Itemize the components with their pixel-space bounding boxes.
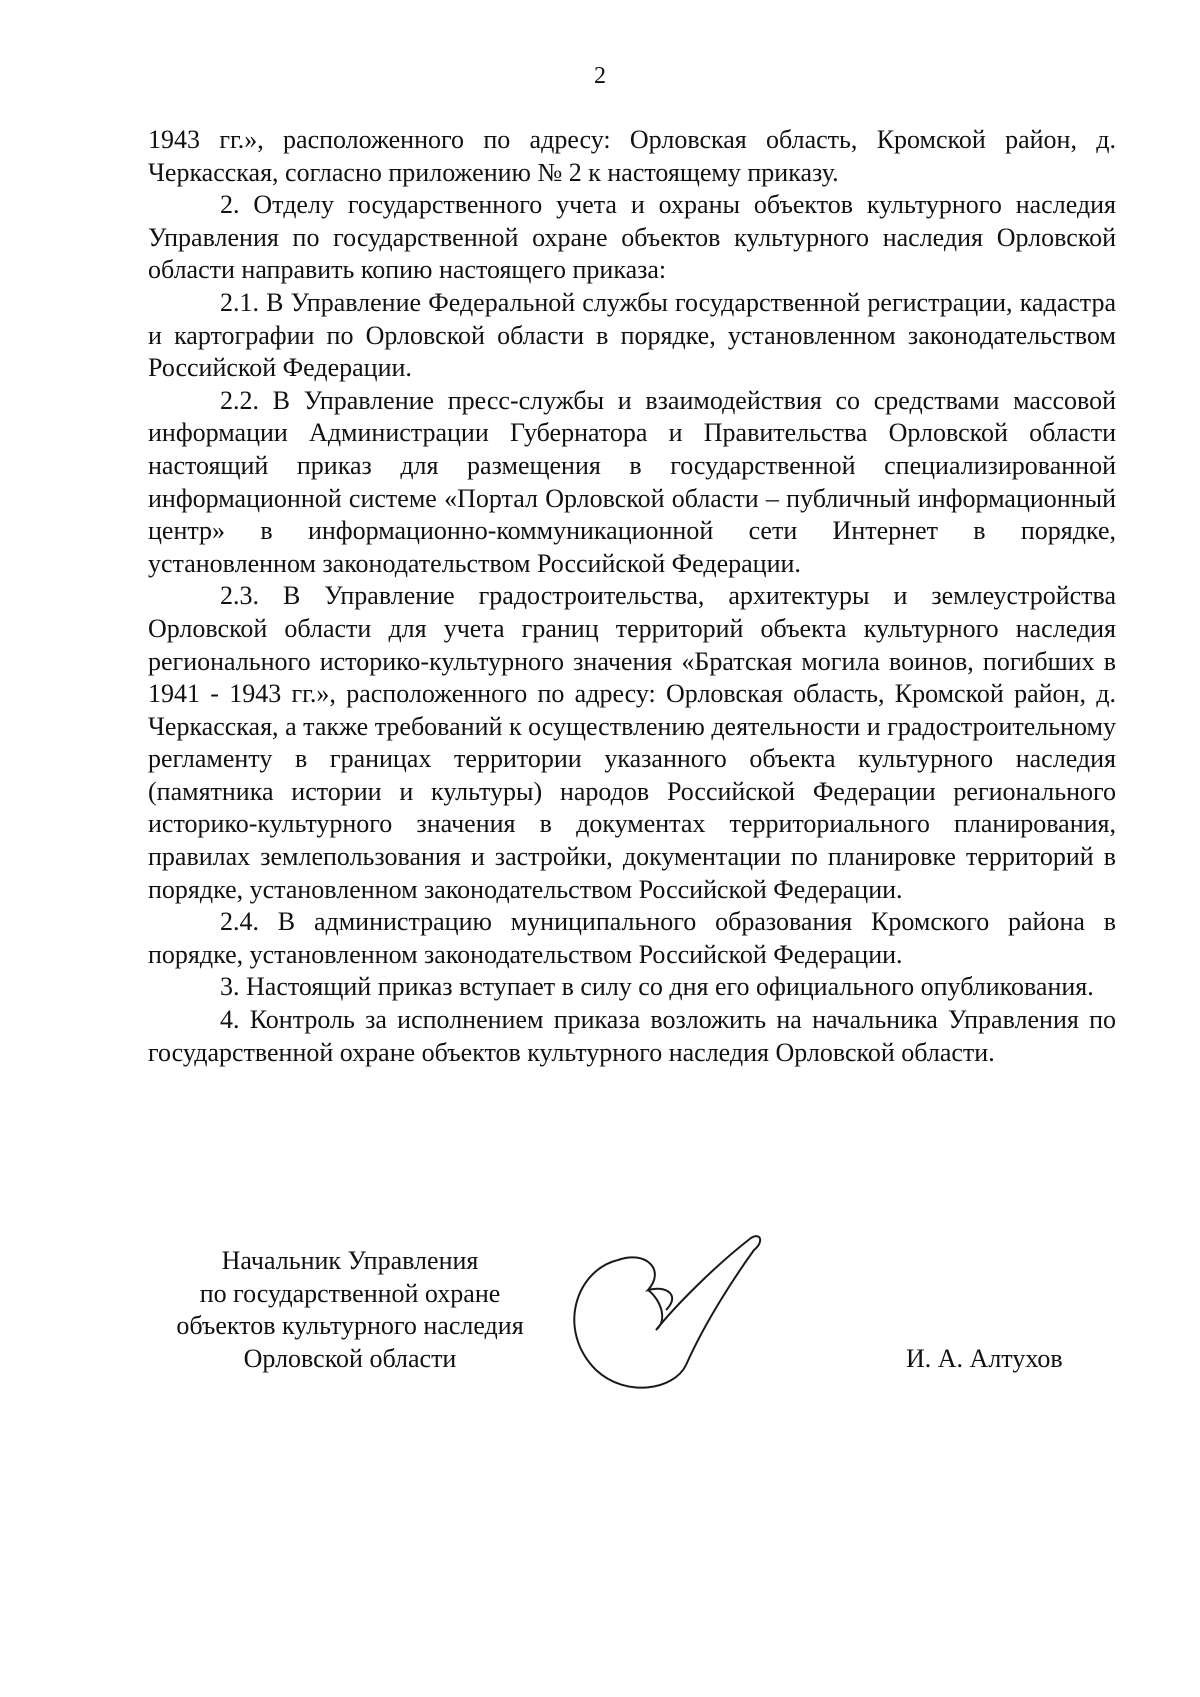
paragraph-item-2-1: 2.1. В Управление Федеральной службы государственной регистрации, кадастра и картографии по Орловской области в порядке, установленном законодательством Российской Федерации. xyxy=(148,287,1116,383)
page-number: 2 xyxy=(594,63,606,89)
signatory-position-line: объектов культурного наследия xyxy=(176,1311,524,1341)
paragraph-item-3: 3. Настоящий приказ вступает в силу со дня его официального опубликования. xyxy=(220,972,1094,1002)
paragraph-item-2-4: 2.4. В администрацию муниципального образования Кромского района в порядке, установленном законодательством Российской Федерации. xyxy=(148,907,1116,969)
signatory-position-line: Начальник Управления xyxy=(221,1246,479,1275)
handwritten-signature xyxy=(556,1230,816,1405)
signatory-position-line: по государственной охране xyxy=(199,1278,501,1308)
paragraph-continuation: 1943 гг.», расположенного по адресу: Орловская область, Кромской район, д. Черкасская, согласно приложению № 2 к настоящему приказу. xyxy=(148,125,1116,187)
signatory-position xyxy=(140,1245,560,1375)
signatory-name: И. А. Алтухов xyxy=(906,1344,1063,1373)
paragraph-item-4: 4. Контроль за исполнением приказа возложить на начальника Управления по государственной охране объектов культурного наследия Орловской области. xyxy=(148,1005,1116,1067)
paragraph-item-2-3: 2.3. В Управление градостроительства, архитектуры и землеустройства Орловской области для учета границ территорий объекта культурного наследия регионального историко-культурного значения «Братская могила воинов, погибших в 1941 - 1943 гг.», расположенного по адресу: Орловская область, Кромской район, д. Черкасская, а также требований к осуществлению деятельности и градостроительному регламенту в границах территории указанного объекта культурного наследия (памятника истории и культуры) народов Российской Федерации регионального историко-культурного значения в документах территориального планирования, правилах землепользования и застройки, документации по планировке территорий в порядке, установленном законодательством Российской Федерации. xyxy=(148,581,1116,904)
order-body xyxy=(148,124,1116,1069)
signatory-position-line: Орловской области xyxy=(243,1343,457,1373)
paragraph-item-2: 2. Отделу государственного учета и охраны объектов культурного наследия Управления по государственной охране объектов культурного наследия Орловской области направить копию настоящего приказа: xyxy=(148,190,1116,285)
paragraph-item-2-2: 2.2. В Управление пресс-службы и взаимодействия со средствами массовой информации Администрации Губернатора и Правительства Орловской области настоящий приказ для размещения в государственной специализированной информационной системе «Портал Орловской области – публичный информационный центр» в информационно-коммуникационной сети Интернет в порядке, установленном законодательством Российской Федерации. xyxy=(148,385,1116,578)
